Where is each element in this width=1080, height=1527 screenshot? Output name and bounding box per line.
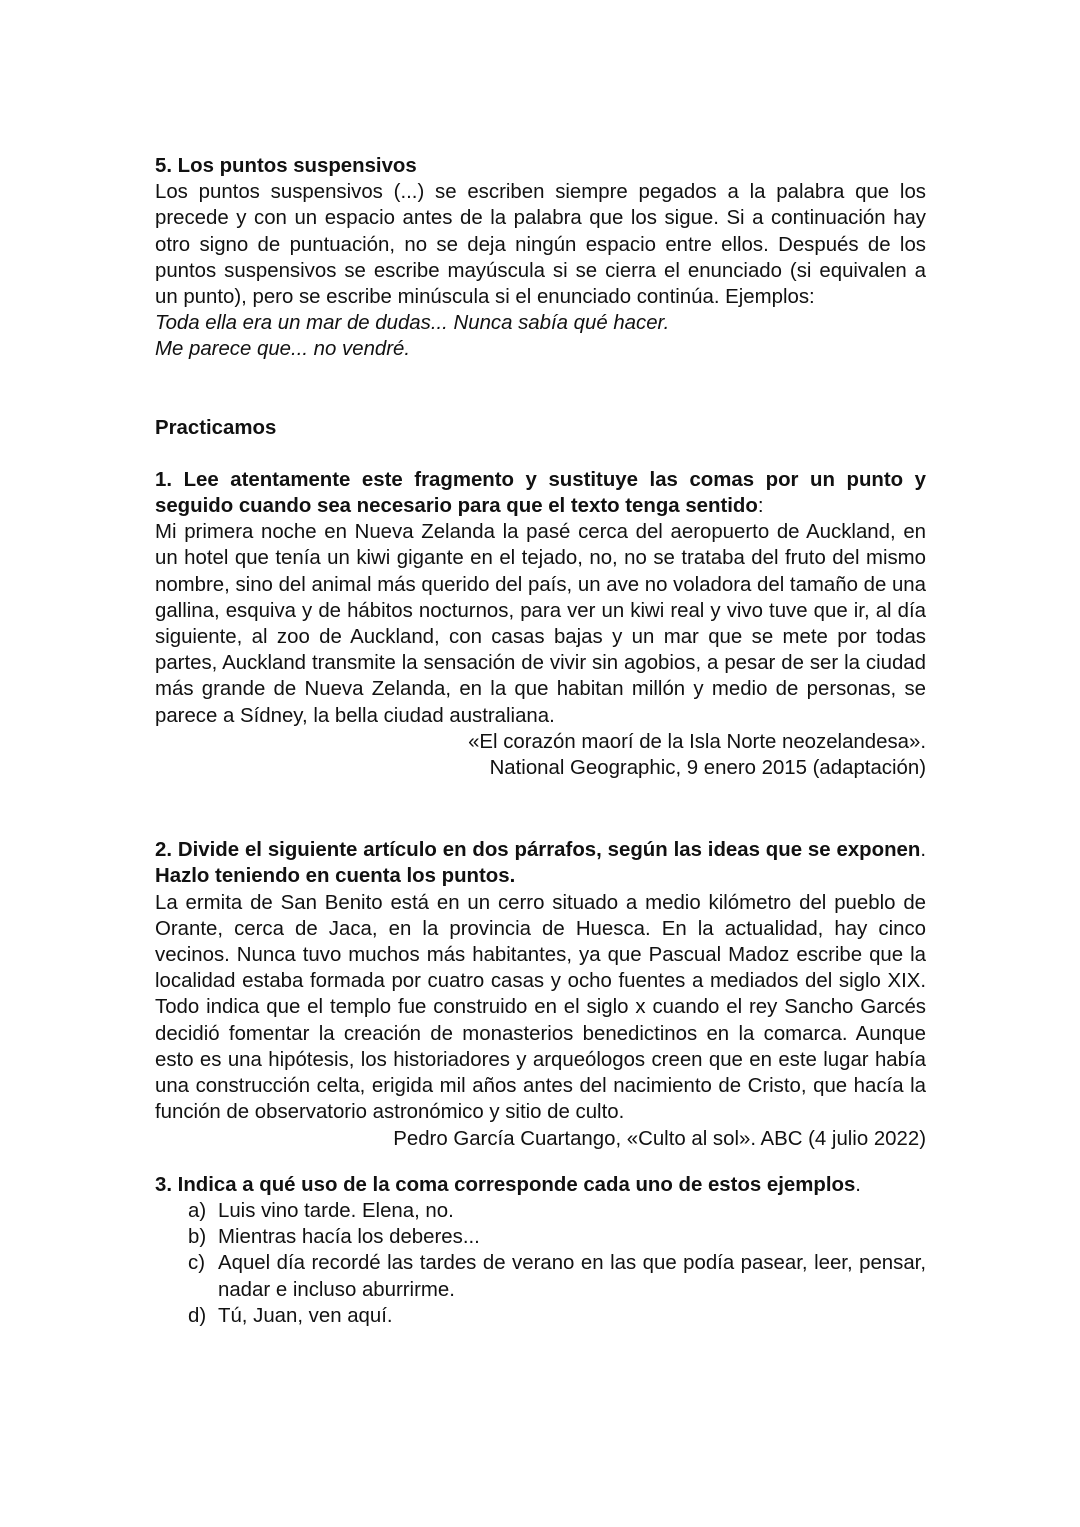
- exercise-2-instruction-dot: .: [920, 839, 926, 862]
- list-item: [155, 1224, 926, 1250]
- section-5-body-text: Los puntos suspensivos (...) se escriben siempre pegados a la palabra que los precede y con un espacio antes de la palabra que los sigue. Si a continuación hay otro signo de puntuación, no se deja ningún espacio entre ellos. Después de los puntos suspensivos se escribe mayúscula si se cierra el enunciado (si equivalen a un punto), pero se escribe minúscula si el enunciado continúa.: [155, 181, 926, 309]
- examples-label: Ejemplos:: [725, 286, 815, 309]
- exercise-2-instruction: [155, 837, 926, 889]
- list-marker: c): [188, 1252, 205, 1275]
- section-5-body: [155, 179, 926, 310]
- exercise-3-instruction: [155, 1172, 926, 1198]
- list-marker: a): [188, 1199, 207, 1222]
- exercise-1-source-title: «El corazón maorí de la Isla Norte neozelandesa».: [468, 730, 926, 753]
- exercise-3-instruction-dot: .: [855, 1173, 861, 1196]
- list-item: [155, 1303, 926, 1329]
- exercise-3-list: [155, 1198, 926, 1329]
- exercise-2-text: La ermita de San Benito está en un cerro situado a medio kilómetro del pueblo de Orante, cerca de Jaca, en la provincia de Huesca. En la actualidad, hay cinco vecinos. Nunca tuvo muchos más habitantes, ya que Pascual Madoz escribe que la localidad estaba formada por cuatro casas y ocho fuentes a mediados del siglo XIX. Todo indica que el templo fue construido en el siglo x cuando el rey Sancho Garcés decidió fomentar la creación de monasterios benedictinos en la comarca. Aunque esto es una hipótesis, los historiadores y arqueólogos creen que en este lugar había una construcción celta, erigida mil años antes del nacimiento de Cristo, que hacía la función de observatorio astronómico y sitio de culto.: [155, 891, 926, 1124]
- list-item-text: Luis vino tarde. Elena, no.: [218, 1199, 454, 1222]
- exercise-1-instruction-colon: :: [757, 495, 764, 518]
- example-1: Toda ella era un mar de dudas... Nunca sabía qué hacer.: [155, 312, 670, 335]
- exercise-1-source-publication: National Geographic, 9 enero 2015 (adaptación): [489, 757, 926, 780]
- section-5-title: 5. Los puntos suspensivos: [155, 155, 417, 177]
- exercise-1-instruction: [155, 467, 926, 519]
- example-2: Me parece que... no vendré.: [155, 338, 411, 361]
- list-marker: d): [188, 1304, 207, 1327]
- document-page: [155, 153, 926, 1329]
- list-item-text: Mientras hacía los deberes...: [218, 1226, 480, 1249]
- exercise-2-source: Pedro García Cuartango, «Culto al sol». ABC (4 julio 2022): [393, 1127, 926, 1150]
- exercise-1-text: Mi primera noche en Nueva Zelanda la pasé cerca del aeropuerto de Auckland, en un hotel que tenía un kiwi gigante en el tejado, no, no se trataba del fruto del mismo nombre, sino del animal más querido del país, un ave no voladora del tamaño de una gallina, esquiva y de hábitos nocturnos, para ver un kiwi real y vivo tuve que ir, al día siguiente, al zoo de Auckland, con casas bajas y un mar que se mete por todas partes, Auckland transmite la sensación de vivir sin agobios, a pesar de ser la ciudad más grande de Nueva Zelanda, en la que habitan millón y medio de personas, se parece a Sídney, la bella ciudad australiana.: [155, 521, 926, 727]
- list-item-text: Aquel día recordé las tardes de verano en las que podía pasear, leer, pensar, nadar e incluso aburrirme.: [218, 1252, 926, 1301]
- list-item: [155, 1250, 926, 1302]
- list-item-text: Tú, Juan, ven aquí.: [218, 1304, 393, 1327]
- practice-heading: Practicamos: [155, 416, 277, 439]
- exercise-2-instruction-a: 2. Divide el siguiente artículo en dos párrafos, según las ideas que se exponen: [155, 839, 921, 862]
- list-marker: b): [188, 1226, 207, 1249]
- exercise-2-instruction-b: Hazlo teniendo en cuenta los puntos.: [155, 865, 516, 888]
- list-item: [155, 1198, 926, 1224]
- exercise-1-instruction-text: 1. Lee atentamente este fragmento y sustituye las comas por un punto y seguido cuando sea necesario para que el texto tenga sentido: [155, 468, 926, 518]
- exercise-3-instruction-text: 3. Indica a qué uso de la coma corresponde cada uno de estos ejemplos: [155, 1173, 856, 1196]
